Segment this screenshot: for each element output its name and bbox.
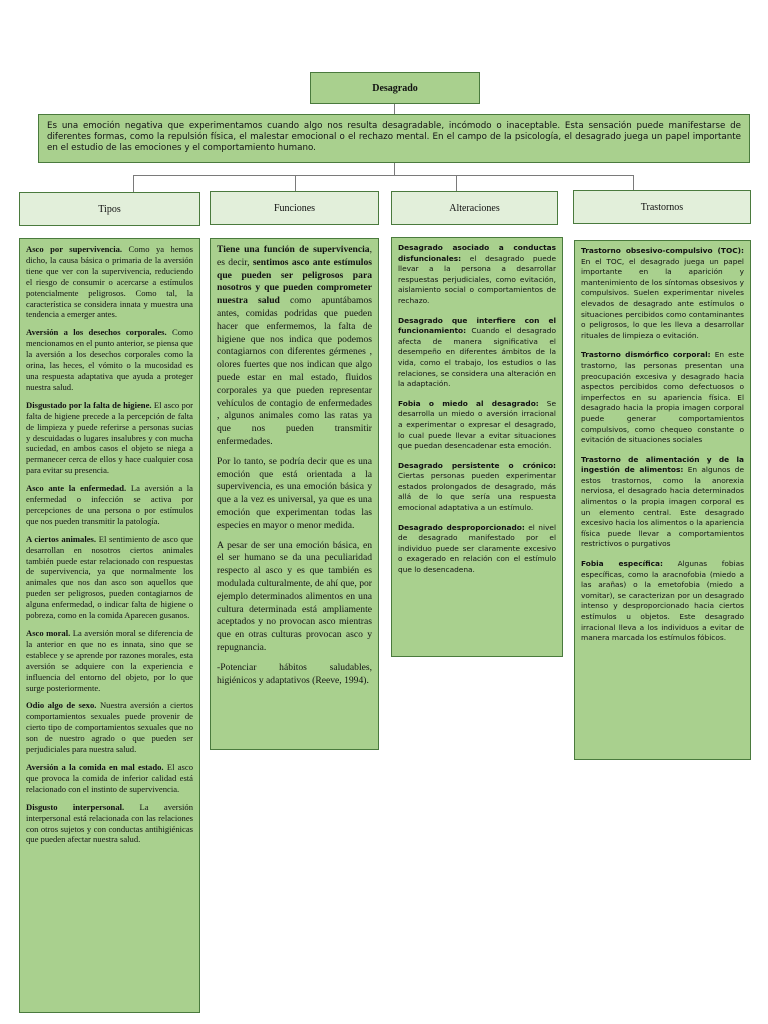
funciones-paragraph: -Potenciar hábitos saludables, higiénicos y adaptativos (Reeve, 1994). — [217, 661, 372, 686]
tipos-item: Odio algo de sexo. Nuestra aversión a ciertos comportamientos sexuales puede provenir de cierto tipo de comportamientos sexuales que no son de nuestro agrado o que pueden ser perjudiciales para nuestra salud. — [26, 700, 194, 755]
tipos-column — [19, 238, 200, 1013]
trastornos-item: Trastorno de alimentación y de la ingestión de alimentos: En algunos de estos trastornos, como la anorexia nerviosa, el desagrado hacia determinados alimentos o la propia imagen corporal es un elemento central. Este desagrado excesivo hacia los alimentos o la apariencia física puede llevar a comportamientos restrictivos o purgativos — [581, 454, 744, 549]
funciones-paragraph: A pesar de ser una emoción básica, en el ser humano se da una peculiaridad respecto al asco y es que también es modulada culturalmente, de ahí que, por ejemplo determinados alimentos en una cultura determinada está ampliamente aceptados y no provocan asco mientras que en otras culturas provocan asco y repugnancia. — [217, 539, 372, 653]
connector-horizontal-branch — [133, 175, 633, 176]
alteraciones-column — [391, 237, 563, 657]
tipos-item: Disgustado por la falta de higiene. El asco por falta de higiene precede a la percepción de falta de limpieza y puede referirse a personas sucias y descuidadas o lugares insalubres y con mucha suciedad, en ambos casos el objeto se niega a permanecer cerca de ellos y hace cualquier cosa para evitar su presencia. — [26, 399, 193, 476]
tipos-item: Disgusto interpersonal. La aversión interpersonal está relacionada con las relaciones con otros sujetos y con conductas antihigiénicas que pueden afectar nuestra salud. — [26, 801, 193, 845]
tipos-item: Asco ante la enfermedad. La aversión a la enfermedad o infección se activa por percepciones de una persona o por estímulos que nos pueden transmitir la patología. — [26, 483, 193, 526]
tipos-item: Aversión a la comida en mal estado. El asco que provoca la comida de inferior calidad está relacionado con el instinto de supervivencia. — [26, 761, 193, 794]
tipos-item: A ciertos animales. El sentimiento de asco que desarrollan en nosotros ciertos animales también puede estar relacionado con respuestas de supervivencia, ya que normalmente los animales que nos dan asco son aquellos que pueden ser peligrosos, pueden contagiarnos de alguna enfermedad, o indicar falta de higiene o pobreza, como en la comida Aparecen gusanos. — [26, 533, 193, 621]
page-title: Desagrado — [310, 72, 480, 104]
alteraciones-item: Desagrado asociado a conductas disfuncionales: el desagrado puede llevar a la persona a desarrollar respuestas perjudiciales, como evitación, aislamiento social o comportamientos de rechazo. — [398, 243, 556, 305]
tipos-item: Aversión a los desechos corporales. Como mencionamos en el punto anterior, se piensa que la aversión a los desechos corporales como la orina, las heces, el vómito o la mucosidad es una respuesta adaptativa que ayuda a proteger nuestra salud. — [26, 327, 193, 392]
connector-alteraciones — [456, 175, 457, 192]
alteraciones-item: Desagrado persistente o crónico: Ciertas personas pueden experimentar estados prolongados de desagrado, más allá de lo que sería una respuesta emocional adaptativa a un estímulo. — [398, 460, 556, 513]
trastornos-item: Fobia específica: Algunas fobias específicas, como la aracnofobia (miedo a las arañas) o la emetofobia (miedo a vomitar), se caracterizan por un desagrado intenso y desproporcionado hacia ciertos estímulos u objetos. Este desagrado irracional lleva a los individuos a evitar de manera marcada los estímulos fóbicos. — [581, 559, 745, 643]
header-alteraciones: Alteraciones — [391, 191, 558, 225]
trastornos-item: Trastorno obsesivo-compulsivo (TOC): En el TOC, el desagrado juega un papel importante en la aparición y mantenimiento de los síntomas obsesivos y compulsivos. Suelen experimentar niveles elevados de desagrado ante estímulos o situaciones percibidos como contaminantes o peligrosos, lo que les lleva a desarrollar rituales de limpieza o evitación. — [581, 246, 744, 340]
trastornos-item: Trastorno dismórfico corporal: En este trastorno, las personas presentan una preocupación excesiva y desagrado hacia aspectos percibidos como defectuosos o imperfectos en su apariencia física. El desagrado hacia la propia imagen corporal puede generar comportamientos compulsivos, como chequeo constante o evitación de situaciones sociales — [581, 350, 744, 445]
definition-box: Es una emoción negativa que experimentamos cuando algo nos resulta desagradable, incómodo o inaceptable. Esta sensación puede manifestarse de diferentes formas, como la repulsión física, el malestar emocional o el rechazo mental. En el campo de la psicología, el desagrado juega un papel importante en el estudio de las emociones y el comportamiento humano. — [38, 114, 750, 163]
header-trastornos: Trastornos — [573, 190, 751, 224]
connector-funciones — [295, 175, 296, 192]
connector-definition-branch — [394, 163, 395, 175]
funciones-paragraph: Por lo tanto, se podría decir que es una emoción que está orientada a la supervivencia, es una emoción básica y que a la vez es universal, ya que es una emoción que experimentan todas las especies en mayor o menor medida. — [217, 455, 372, 531]
alteraciones-item: Fobia o miedo al desagrado: Se desarrolla un miedo o aversión irracional a experimentar o expresar el desagrado, lo cual puede llevar a evitar situaciones que puedan desencadenar esta emoción. — [398, 398, 557, 451]
trastornos-column — [574, 240, 751, 760]
connector-title-definition — [394, 104, 395, 114]
tipos-item: Asco moral. La aversión moral se diferencia de la anterior en que no es innata, sino que se establece y se aprende por razones morales, esta aversión se adquiere con la experiencia e influencia del entorno del objeto, por lo que surge posteriormente. — [26, 628, 193, 693]
alteraciones-item: Desagrado desproporcionado: el nivel de desagrado manifestado por el individuo puede ser claramente excesivo o exagerado en relación con el estímulo que lo desencadena. — [398, 522, 556, 575]
connector-tipos — [133, 175, 134, 192]
header-tipos: Tipos — [19, 192, 200, 226]
tipos-item: Asco por supervivencia. Como ya hemos dicho, la causa básica o primaria de la aversión tiene que ver con la supervivencia, reduciendo el riesgo de consumir o acercarse a estímulos potencialmente peligrosos. Como tal, la característica se considera innata y muestra una tendencia a emerger antes. — [26, 244, 193, 320]
funciones-column — [210, 238, 379, 750]
alteraciones-item: Desagrado que interfiere con el funcionamiento: Cuando el desagrado afecta de manera significativa el desempeño en diferentes ámbitos de la vida, como el trabajo, los estudios o las relaciones, se considera una alteración en la adaptación. — [398, 315, 556, 389]
header-funciones: Funciones — [210, 191, 379, 225]
funciones-paragraph: Tiene una función de supervivencia, es decir, sentimos asco ante estímulos que pueden ser peligrosos para nosotros y que pueden comprometer nuestra salud como apuntábamos antes, comidas podridas que pueden hacer que enfermemos, la falta de higiene que nos indica que podemos contagiarnos con diferentes gérmenes , olores fuertes que nos indican que algo puede estar en mal estado, fluidos corporales ya que pueden representar vehículos de contagio de enfermedades , algunos animales como las ratas ya que nos pueden transmitir enfermedades. — [217, 244, 373, 447]
